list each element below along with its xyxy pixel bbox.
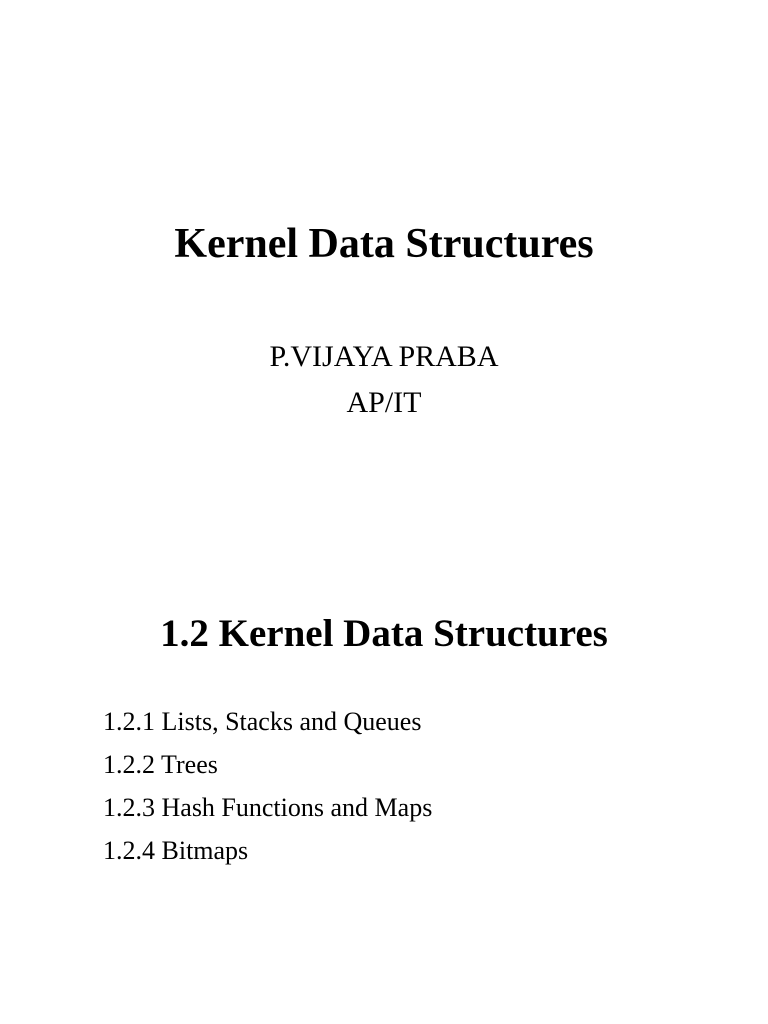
section-heading: 1.2 Kernel Data Structures [160, 612, 608, 655]
topic-item: 1.2.2 Trees [103, 750, 218, 779]
document-title: Kernel Data Structures [174, 221, 594, 267]
topic-item: 1.2.3 Hash Functions and Maps [103, 793, 433, 822]
author-block [0, 334, 768, 426]
topic-item: 1.2.1 Lists, Stacks and Queues [103, 707, 422, 736]
author-name: P.VIJAYA PRABA [269, 340, 499, 373]
section-topic-list [103, 700, 432, 872]
topic-item: 1.2.4 Bitmaps [103, 836, 249, 865]
author-designation: AP/IT [346, 386, 422, 419]
